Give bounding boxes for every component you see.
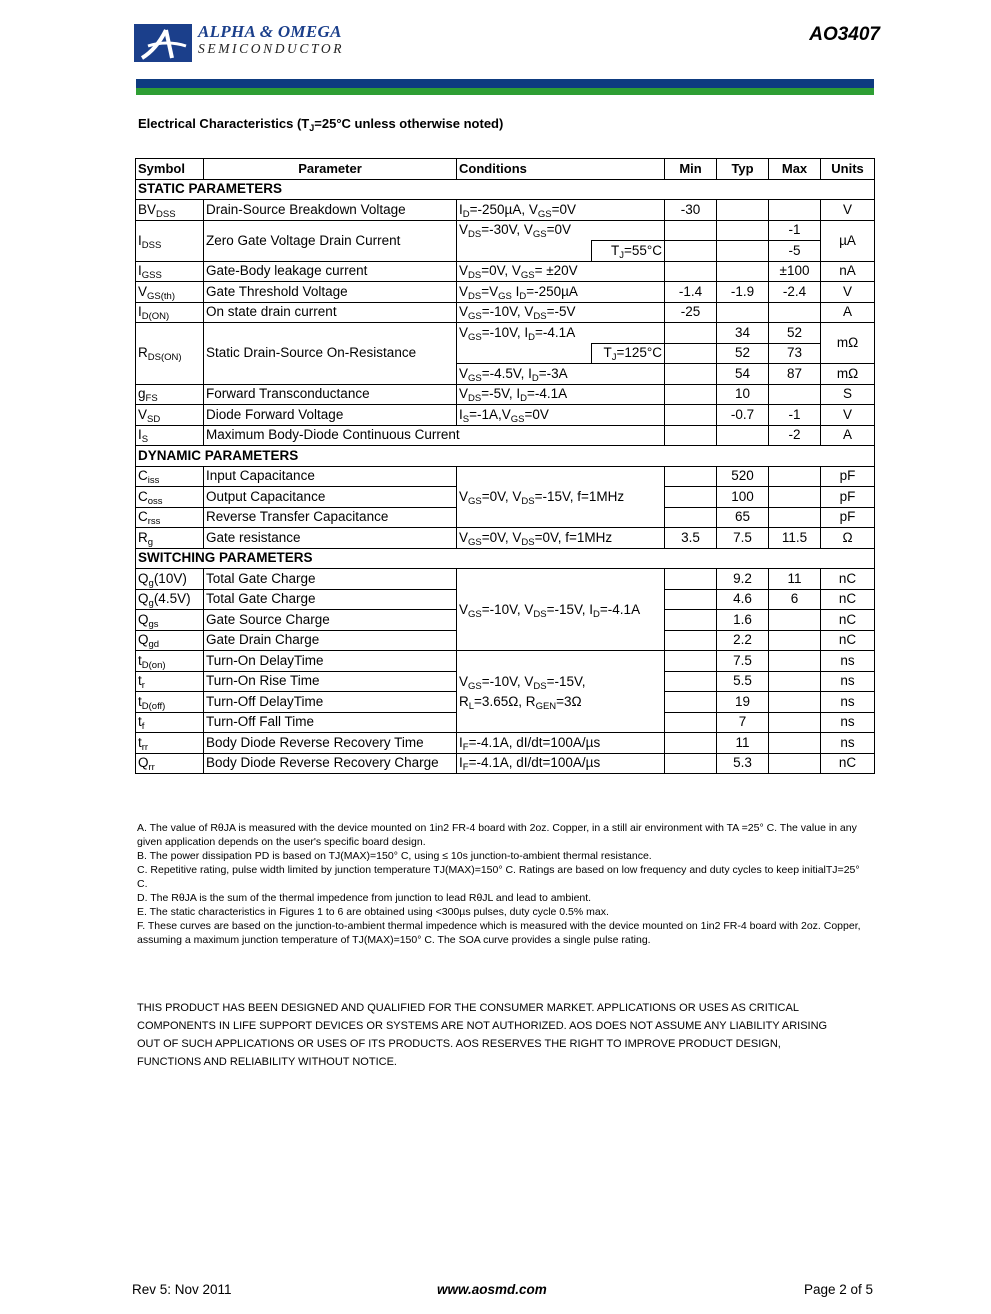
table-row: $C_{oss}$ Output Capacitance 100 pF (136, 487, 875, 508)
table-row: $Q_g(4.5V)$ Total Gate Charge 4.6 6 nC (136, 589, 875, 610)
table-row: $I_S$ Maximum Body-Diode Continuous Current -2 A (136, 425, 875, 446)
table-row: $V_{GS}=-4.5V$, $I_D=-3A$ 54 87 mΩ (136, 364, 875, 385)
electrical-characteristics-table (135, 158, 875, 774)
table-row: $V_{GS(th)}$ Gate Threshold Voltage $V_{DS}=V_{GS}$ $I_D=-250\mu A$ -1.4 -1.9 -2.4 V (136, 282, 875, 303)
note-e: E. The static characteristics in Figures 1 to 6 are obtained using <300µs pulses, duty cycle 0.5% max. (137, 906, 609, 918)
table-row: $Q_{gs}$ Gate Source Charge 1.6 nC (136, 610, 875, 631)
company-name: ALPHA & OMEGA (198, 22, 342, 41)
group-row-switching: SWITCHING PARAMETERS (136, 548, 875, 569)
note-f: F. These curves are based on the junction-to-ambient thermal impedence which is measured with the device mounted on 1in2 FR-4 board with 2oz. Copper, assuming a maximum junction temperature of TJ(MAX)=150° C. The SOA curve provides a single pulse rating. (137, 920, 861, 946)
company-subtitle: SEMICONDUCTOR (198, 41, 345, 56)
note-b: B. The power dissipation PD is based on TJ(MAX)=150° C, using ≤ 10s junction-to-ambient thermal resistance. (137, 850, 652, 862)
group-row-static: STATIC PARAMETERS (136, 179, 875, 200)
section-title: Electrical Characteristics ($T_J=25^\circ C$ unless otherwise noted) (138, 116, 504, 133)
footnotes (137, 821, 867, 947)
note-a: A. The value of RθJA is measured with the device mounted on 1in2 FR-4 board with 2oz. Copper, in a still air environment with TA =25° C. The value in any given application depends on the user's specific board design. (137, 822, 857, 848)
disclaimer-line: FUNCTIONS AND RELIABILITY WITHOUT NOTICE. (137, 1056, 397, 1068)
note-c: C. Repetitive rating, pulse width limited by junction temperature TJ(MAX)=150° C. Ratings are based on low frequency and duty cycles to keep initialTJ=25° C. (137, 864, 860, 890)
table-row: $I_{GSS}$ Gate-Body leakage current $V_{DS}=0V$, $V_{GS}= \pm 20V$ ±100 nA (136, 261, 875, 282)
table-row: $g_{FS}$ Forward Transconductance $V_{DS}=-5V$, $I_D=-4.1A$ 10 S (136, 384, 875, 405)
table-row: $t_{D(off)}$ Turn-Off DelayTime 19 ns (136, 692, 875, 713)
table-row: $BV_{DSS}$ Drain-Source Breakdown Voltage $I_D=-250\mu A$, $V_{GS}=0V$ -30 V (136, 200, 875, 221)
col-header-units: Units (821, 159, 875, 180)
company-logo (134, 22, 384, 68)
disclaimer-line: THIS PRODUCT HAS BEEN DESIGNED AND QUALIFIED FOR THE CONSUMER MARKET. APPLICATIONS OR USES AS CRITICAL (137, 1002, 799, 1014)
col-header-conditions: Conditions (457, 159, 665, 180)
table-row: $R_g$ Gate resistance $V_{GS}=0V$, $V_{DS}=0V$, f=1MHz 3.5 7.5 11.5 Ω (136, 528, 875, 549)
website-link[interactable]: www.aosmd.com (437, 1282, 547, 1297)
header-band-green (136, 88, 874, 95)
table-row: $t_{rr}$ Body Diode Reverse Recovery Time $I_F=-4.1A$, dI/dt=100A/µs 11 ns (136, 733, 875, 754)
table-row: $t_{D(on)}$ Turn-On DelayTime $V_{GS}=-10V$, $V_{DS}=-15V$, $R_L=3.65\Omega$, $R_{GEN}=3\Omega$ 7.5 ns (136, 651, 875, 672)
col-header-max: Max (769, 159, 821, 180)
part-number: AO3407 (809, 24, 880, 45)
table-row: $t_f$ Turn-Off Fall Time 7 ns (136, 712, 875, 733)
revision-label: Rev 5: Nov 2011 (132, 1282, 232, 1297)
disclaimer-line: COMPONENTS IN LIFE SUPPORT DEVICES OR SYSTEMS ARE NOT AUTHORIZED. AOS DOES NOT ASSUME ANY LIABILITY ARISING (137, 1020, 828, 1032)
table-row: $Q_g(10V)$ Total Gate Charge $V_{GS}=-10V$, $V_{DS}=-15V$, $I_D=-4.1A$ 9.2 11 nC (136, 569, 875, 590)
page-number: Page 2 of 5 (803, 1282, 873, 1297)
table-row: $T_J=125^\circ C$ 52 73 (136, 343, 875, 364)
table-row: $C_{iss}$ Input Capacitance $V_{GS}=0V$, $V_{DS}=-15V$, f=1MHz 520 pF (136, 466, 875, 487)
table-row: $R_{DS(ON)}$ Static Drain-Source On-Resistance $V_{GS}=-10V$, $I_D=-4.1A$ 34 52 mΩ (136, 323, 875, 344)
col-header-parameter: Parameter (204, 159, 457, 180)
table-row: $I_{D(ON)}$ On state drain current $V_{GS}=-10V$, $V_{DS}=-5V$ -25 A (136, 302, 875, 323)
table-row: $Q_{rr}$ Body Diode Reverse Recovery Charge $I_F=-4.1A$, dI/dt=100A/µs 5.3 nC (136, 753, 875, 774)
group-row-dynamic: DYNAMIC PARAMETERS (136, 446, 875, 467)
aos-logo-mark-icon (134, 22, 192, 64)
header-band-blue (136, 79, 874, 88)
disclaimer-line: OUT OF SUCH APPLICATIONS OR USES OF ITS PRODUCTS. AOS RESERVES THE RIGHT TO IMPROVE PRODUCT DESIGN, (137, 1038, 781, 1050)
table-header-row (136, 159, 875, 180)
disclaimer (137, 999, 867, 1071)
table-row: $Q_{gd}$ Gate Drain Charge 2.2 nC (136, 630, 875, 651)
col-header-typ: Typ (717, 159, 769, 180)
note-d: D. The RθJA is the sum of the thermal impedence from junction to lead RθJL and lead to ambient. (137, 892, 592, 904)
table-row: $V_{SD}$ Diode Forward Voltage $I_S=-1A,V_{GS}=0V$ -0.7 -1 V (136, 405, 875, 426)
table-row: $I_{DSS}$ Zero Gate Voltage Drain Current $V_{DS}=-30V$, $V_{GS}=0V$ -1 µA (136, 220, 875, 241)
table-row: $C_{rss}$ Reverse Transfer Capacitance 65 pF (136, 507, 875, 528)
col-header-symbol: Symbol (136, 159, 204, 180)
col-header-min: Min (665, 159, 717, 180)
table-row: $T_J=55^\circ C$ -5 (136, 241, 875, 262)
table-row: $t_r$ Turn-On Rise Time 5.5 ns (136, 671, 875, 692)
